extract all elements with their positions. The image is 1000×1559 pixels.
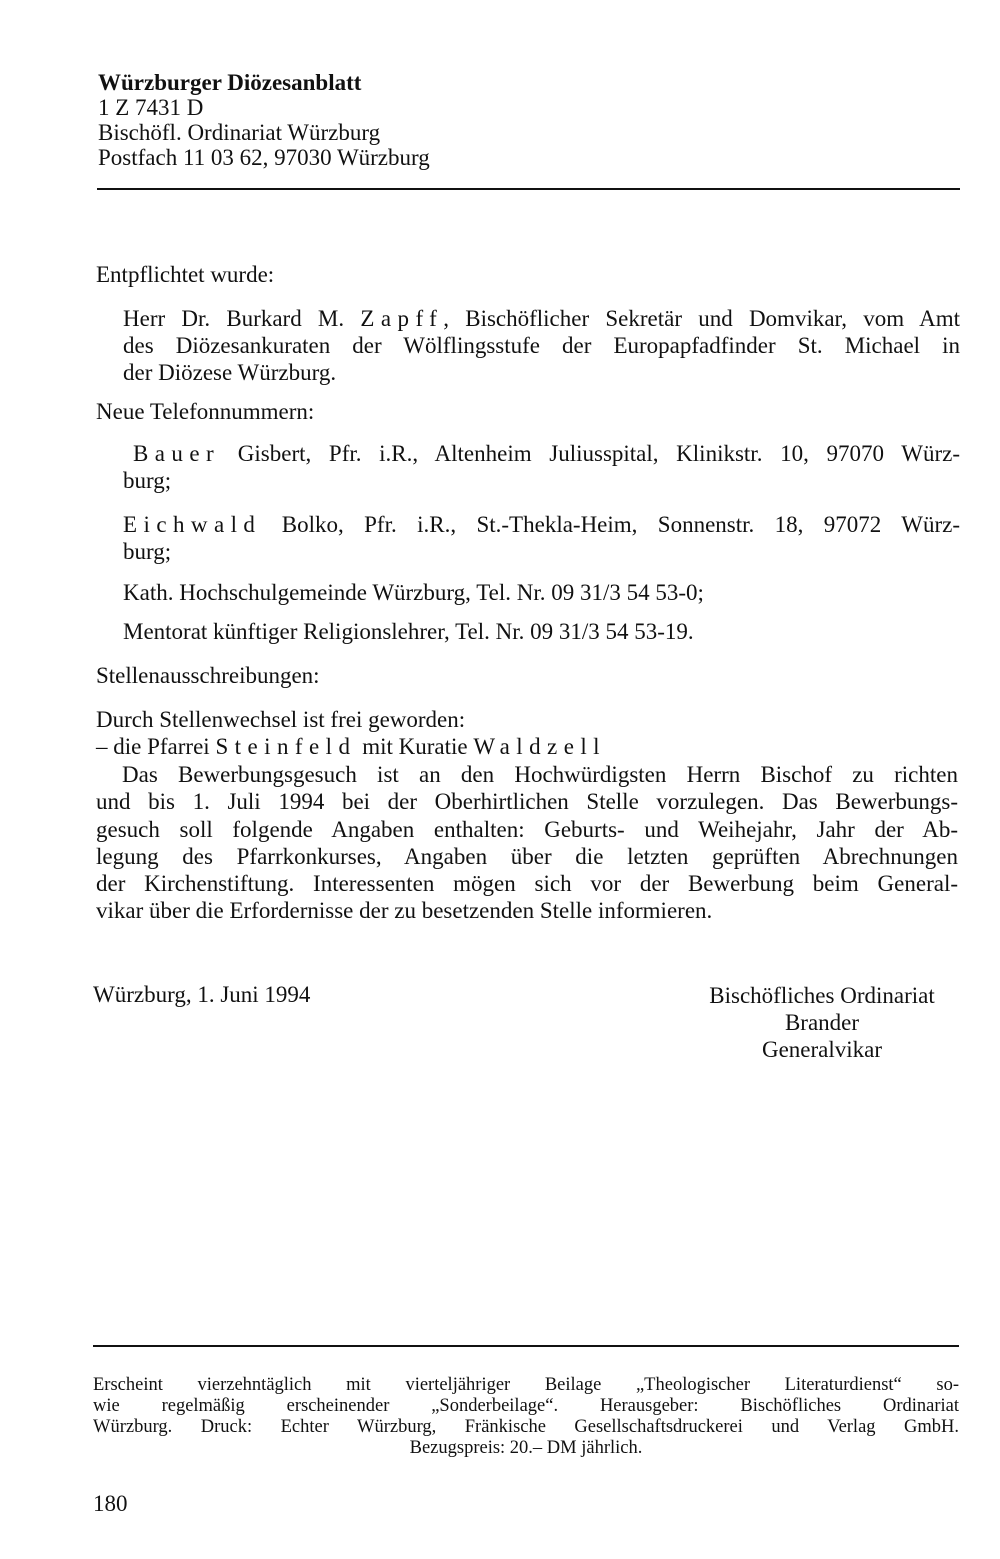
vacancy-body-last-line: vikar über die Erfordernisse der zu besetzenden Stelle informieren. [96,898,713,924]
vacancies-intro: Durch Stellenwechsel ist frei geworden: [96,707,466,732]
page-number: 180 [93,1491,128,1516]
vacancy-body-line: und bis 1. Juli 1994 bei der Oberhirtlichen Stelle vorzulegen. Das Bewerbungs- [96,789,958,815]
signature-organization: Bischöfliches Ordinariat [709,983,935,1008]
vacancy-item: – die Pfarrei Steinfeld mit Kuratie Waldzell [96,734,607,759]
release-paragraph [123,305,960,386]
phone-entry-mentorat: Mentorat künftiger Religionslehrer, Tel. Nr. 09 31/3 54 53-19. [123,619,694,644]
release-line-3: der Diözese Würzburg. [123,360,337,385]
person-name-eichwald: Eichwald [123,512,262,537]
parish-name: Steinfeld [215,734,357,759]
imprint-line: wie regelmäßig erscheinender „Sonderbeilage“. Herausgeber: Bischöfliches Ordinariat [93,1396,959,1416]
masthead [98,70,430,170]
publication-title: Würzburger Diözesanblatt [98,70,362,95]
imprint-line: Erscheint vierzehntäglich mit vierteljähriger Beilage „Theologischer Literaturdienst“ so- [93,1375,959,1395]
release-line-2: des Diözesankuraten der Wölflingsstufe der Europapfadfinder St. Michael in [123,333,960,358]
vacancy-body [96,761,958,925]
publisher-office: Bischöfl. Ordinariat Würzburg [98,120,381,145]
phone-entry-bauer: Bauer Gisbert, Pfr. i.R., Altenheim Juliusspital, Klinikstr. 10, 97070 Würz- burg; [123,441,960,493]
release-line-1: Herr Dr. Burkard M. Zapff, Bischöflicher Sekretär und Domvikar, vom Amt [123,306,960,331]
vacancy-body-line: legung des Pfarrkonkurses, Angaben über die letzten geprüften Abrechnungen [96,843,958,869]
signature-title: Generalvikar [761,1037,883,1062]
release-heading: Entpflichtet wurde: [96,262,275,287]
header-divider [97,188,960,190]
publication-code: 1 Z 7431 D [98,95,204,120]
footer-divider [93,1345,959,1347]
curacy-name: Waldzell [473,734,607,759]
subscription-price: Bezugspreis: 20.– DM jährlich. [409,1438,643,1458]
person-name-bauer: Bauer [133,441,221,466]
publisher-address: Postfach 11 03 62, 97030 Würzburg [98,145,430,170]
phone-entry-kath: Kath. Hochschulgemeinde Würzburg, Tel. Nr. 09 31/3 54 53-0; [123,580,704,605]
vacancy-body-line: Das Bewerbungsgesuch ist an den Hochwürdigsten Herrn Bischof zu richten [122,762,958,787]
imprint-line: Würzburg. Druck: Echter Würzburg, Fränkische Gesellschaftsdruckerei und Verlag GmbH. [93,1417,959,1437]
vacancy-body-line: gesuch soll folgende Angaben enthalten: Geburts- und Weihejahr, Jahr der Ab- [96,816,958,842]
vacancies-heading: Stellenausschreibungen: [96,663,320,688]
phone-entry-eichwald: Eichwald Bolko, Pfr. i.R., St.-Thekla-Heim, Sonnenstr. 18, 97072 Würz- burg; [123,512,960,564]
signature-name: Brander [784,1010,860,1035]
vacancy-body-line: der Kirchenstiftung. Interessenten mögen sich vor der Bewerbung beim General- [96,871,958,897]
person-name-zapff: Zapff [360,306,444,331]
imprint [93,1375,959,1459]
place-date: Würzburg, 1. Juni 1994 [93,982,311,1007]
signature-block [672,982,972,1063]
phones-heading: Neue Telefonnummern: [96,399,315,424]
